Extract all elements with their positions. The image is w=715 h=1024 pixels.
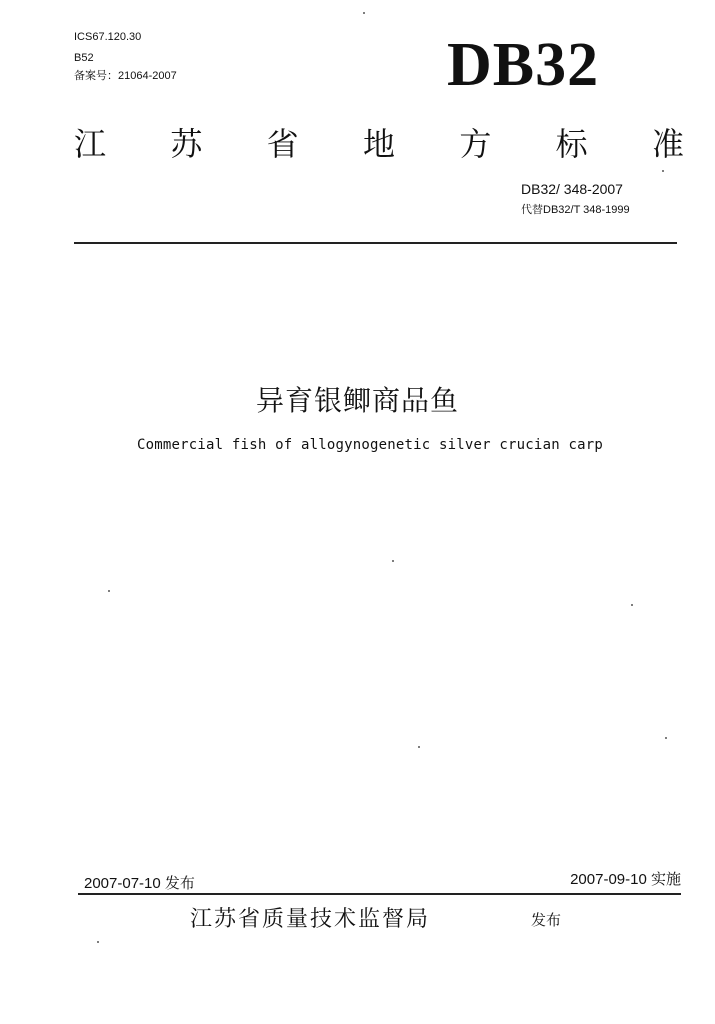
scan-speck [108, 590, 110, 592]
scan-speck [665, 737, 667, 739]
standard-type-char: 标 [555, 125, 588, 163]
standard-number: DB32/ 348-2007 [521, 181, 623, 197]
issuing-authority: 江苏省质量技术监督局 [190, 907, 431, 932]
implementation-date: 2007-09-10 实施 [570, 871, 681, 888]
standard-type-char: 地 [362, 125, 395, 163]
standard-type-char: 方 [459, 125, 492, 163]
replaces-standard: 代替DB32/T 348-1999 [521, 204, 630, 216]
scan-speck [363, 12, 365, 14]
standard-type-char: 苏 [170, 125, 203, 163]
top-divider [74, 242, 677, 244]
db-code-logo: DB32 [447, 31, 600, 99]
scan-speck [418, 746, 420, 748]
scan-speck [662, 170, 664, 172]
title-chinese: 异育银鲫商品鱼 [255, 384, 459, 417]
standard-type-char: 省 [266, 125, 299, 163]
record-number: 备案号：21064-2007 [74, 70, 177, 82]
title-english: Commercial fish of allogynogenetic silver crucian carp [137, 437, 603, 453]
ccs-code: B52 [74, 52, 94, 64]
scan-speck [631, 604, 633, 606]
issuing-authority-suffix: 发布 [531, 911, 562, 929]
standard-type-char: 准 [651, 125, 684, 163]
standard-type-heading [74, 124, 684, 164]
issue-date: 2007-07-10 发布 [84, 875, 195, 892]
bottom-divider [78, 893, 681, 895]
scan-speck [392, 560, 394, 562]
standard-type-char: 江 [74, 125, 107, 163]
scan-speck [97, 941, 99, 943]
ics-code: ICS67.120.30 [74, 31, 142, 43]
